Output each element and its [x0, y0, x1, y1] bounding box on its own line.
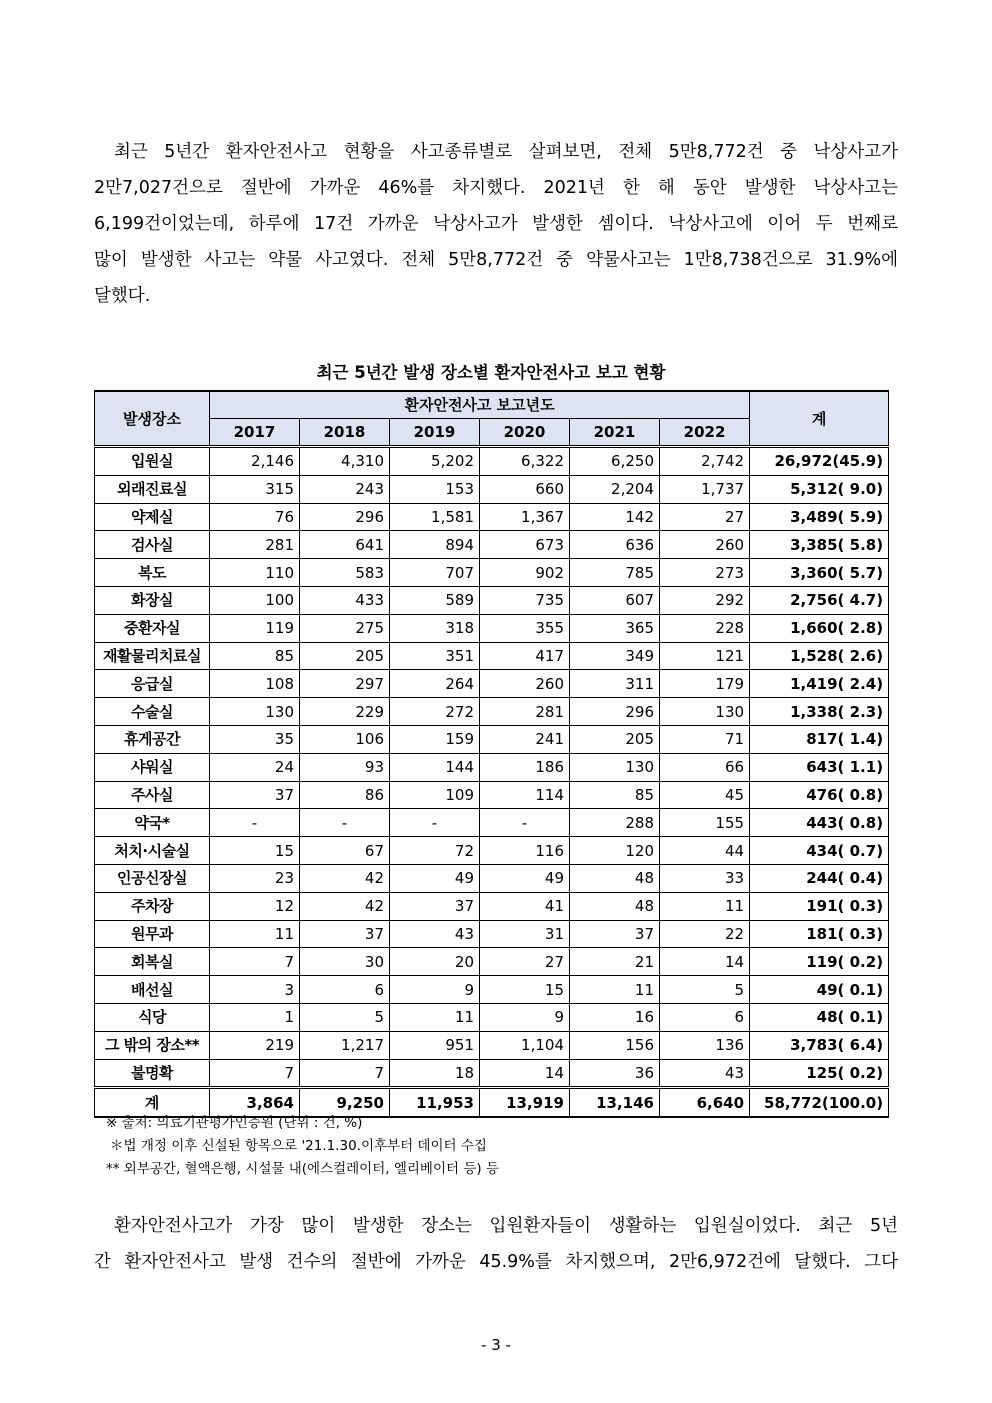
- row-total: 119( 0.2): [750, 948, 889, 976]
- row-value: 85: [570, 781, 660, 809]
- row-total: 49( 0.1): [750, 976, 889, 1004]
- row-value: 281: [480, 698, 570, 726]
- row-place: 응급실: [95, 670, 210, 698]
- table-row: [95, 809, 889, 837]
- row-value: 607: [570, 586, 660, 614]
- table-row: [95, 559, 889, 587]
- paragraph-inpatient-ward: [94, 1208, 898, 1280]
- row-value: 2,146: [210, 447, 300, 476]
- row-value: 21: [570, 948, 660, 976]
- header-place: 발생장소: [95, 391, 210, 447]
- row-value: 894: [390, 531, 480, 559]
- row-total: 443( 0.8): [750, 809, 889, 837]
- row-value: 67: [300, 837, 390, 865]
- row-value: 37: [570, 920, 660, 948]
- row-value: 673: [480, 531, 570, 559]
- row-value: 9: [390, 976, 480, 1004]
- row-value: 260: [660, 531, 750, 559]
- row-place: 샤워실: [95, 753, 210, 781]
- row-value: 48: [570, 864, 660, 892]
- row-total: 3,360( 5.7): [750, 559, 889, 587]
- row-value: -: [480, 809, 570, 837]
- row-value: 45: [660, 781, 750, 809]
- row-value: 6,250: [570, 447, 660, 476]
- row-value: 297: [300, 670, 390, 698]
- row-value: 4,310: [300, 447, 390, 476]
- row-value: 11: [390, 1003, 480, 1031]
- row-value: 281: [210, 531, 300, 559]
- header-report-year-group: 환자안전사고 보고년도: [210, 391, 750, 419]
- row-total: 3,783( 6.4): [750, 1031, 889, 1059]
- row-value: 229: [300, 698, 390, 726]
- row-value: 3: [210, 976, 300, 1004]
- row-value: 86: [300, 781, 390, 809]
- row-value: 22: [660, 920, 750, 948]
- row-value: 11: [660, 892, 750, 920]
- row-value: 7: [300, 1059, 390, 1088]
- header-year: 2022: [660, 419, 750, 447]
- row-value: 7: [210, 948, 300, 976]
- table-row: [95, 475, 889, 503]
- row-value: 37: [300, 920, 390, 948]
- row-value: 153: [390, 475, 480, 503]
- row-value: 1: [210, 1003, 300, 1031]
- row-value: 35: [210, 725, 300, 753]
- row-total: 434( 0.7): [750, 837, 889, 865]
- row-place: 수술실: [95, 698, 210, 726]
- row-value: 11: [570, 976, 660, 1004]
- row-value: 31: [480, 920, 570, 948]
- row-value: 155: [660, 809, 750, 837]
- row-value: 42: [300, 892, 390, 920]
- row-total: 1,660( 2.8): [750, 614, 889, 642]
- row-place: 식당: [95, 1003, 210, 1031]
- row-place: 입원실: [95, 447, 210, 476]
- table-row: [95, 725, 889, 753]
- row-total: 1,419( 2.4): [750, 670, 889, 698]
- row-value: 93: [300, 753, 390, 781]
- table-row: [95, 864, 889, 892]
- table-row: [95, 642, 889, 670]
- row-value: -: [210, 809, 300, 837]
- row-value: 27: [480, 948, 570, 976]
- row-value: 660: [480, 475, 570, 503]
- row-value: 144: [390, 753, 480, 781]
- row-value: 110: [210, 559, 300, 587]
- row-value: 186: [480, 753, 570, 781]
- row-value: 243: [300, 475, 390, 503]
- row-value: 315: [210, 475, 300, 503]
- row-value: 296: [300, 503, 390, 531]
- row-place: 인공신장실: [95, 864, 210, 892]
- row-value: 292: [660, 586, 750, 614]
- row-value: 228: [660, 614, 750, 642]
- row-total: 125( 0.2): [750, 1059, 889, 1088]
- table-title: 최근 5년간 발생 장소별 환자안전사고 보고 현황: [316, 363, 666, 382]
- table-row: [95, 698, 889, 726]
- row-place: 주사실: [95, 781, 210, 809]
- row-value: 311: [570, 670, 660, 698]
- row-total: 181( 0.3): [750, 920, 889, 948]
- row-value: 219: [210, 1031, 300, 1059]
- row-value: 349: [570, 642, 660, 670]
- row-place: 외래진료실: [95, 475, 210, 503]
- row-value: 6: [660, 1003, 750, 1031]
- row-total: 48( 0.1): [750, 1003, 889, 1031]
- row-value: 49: [390, 864, 480, 892]
- row-value: 136: [660, 1031, 750, 1059]
- paragraph-line: 2만7,027건으로 절반에 가까운 46%를 차지했다. 2021년 한 해 동안 발생한 낙상사고는: [94, 178, 898, 198]
- table-header: [95, 391, 889, 447]
- header-year: 2017: [210, 419, 300, 447]
- note-other-places: ** 외부공간, 혈액은행, 시설물 내(에스컬레이터, 엘리베이터 등) 등: [106, 1161, 499, 1177]
- row-value: 120: [570, 837, 660, 865]
- row-place: 원무과: [95, 920, 210, 948]
- row-value: 130: [210, 698, 300, 726]
- total-value: 13,919: [480, 1088, 570, 1117]
- total-value: 11,953: [390, 1088, 480, 1117]
- row-value: 417: [480, 642, 570, 670]
- row-total: 2,756( 4.7): [750, 586, 889, 614]
- row-value: 951: [390, 1031, 480, 1059]
- row-value: 109: [390, 781, 480, 809]
- row-value: 156: [570, 1031, 660, 1059]
- row-value: 14: [480, 1059, 570, 1088]
- row-value: 24: [210, 753, 300, 781]
- row-value: 318: [390, 614, 480, 642]
- row-value: 16: [570, 1003, 660, 1031]
- row-value: 2,742: [660, 447, 750, 476]
- row-value: 179: [660, 670, 750, 698]
- row-place: 불명확: [95, 1059, 210, 1088]
- table-notes: [106, 1112, 499, 1181]
- total-value: 6,640: [660, 1088, 750, 1117]
- row-value: 636: [570, 531, 660, 559]
- row-value: 351: [390, 642, 480, 670]
- row-value: 114: [480, 781, 570, 809]
- row-place: 복도: [95, 559, 210, 587]
- row-value: 6: [300, 976, 390, 1004]
- row-value: 71: [660, 725, 750, 753]
- row-value: 260: [480, 670, 570, 698]
- header-year: 2018: [300, 419, 390, 447]
- row-value: 355: [480, 614, 570, 642]
- table-row: [95, 976, 889, 1004]
- paragraph-line: 최근 5년간 환자안전사고 현황을 사고종류별로 살펴보면, 전체 5만8,772건 중 낙상사고가: [114, 142, 898, 162]
- row-value: 85: [210, 642, 300, 670]
- table-row: [95, 1031, 889, 1059]
- row-value: 66: [660, 753, 750, 781]
- row-value: 108: [210, 670, 300, 698]
- row-total: 3,489( 5.9): [750, 503, 889, 531]
- table-row: [95, 1003, 889, 1031]
- row-value: 121: [660, 642, 750, 670]
- row-value: 583: [300, 559, 390, 587]
- row-value: 272: [390, 698, 480, 726]
- row-value: 100: [210, 586, 300, 614]
- row-value: 9: [480, 1003, 570, 1031]
- row-value: 641: [300, 531, 390, 559]
- incidents-by-location-table: [94, 390, 889, 1118]
- row-value: 41: [480, 892, 570, 920]
- table-row: [95, 1059, 889, 1088]
- row-value: 37: [390, 892, 480, 920]
- row-value: 33: [660, 864, 750, 892]
- row-value: -: [390, 809, 480, 837]
- row-value: 130: [570, 753, 660, 781]
- row-total: 191( 0.3): [750, 892, 889, 920]
- row-total: 476( 0.8): [750, 781, 889, 809]
- row-value: 205: [300, 642, 390, 670]
- page-number: - 3 -: [481, 1336, 511, 1354]
- row-value: 119: [210, 614, 300, 642]
- table-row: [95, 614, 889, 642]
- row-value: 23: [210, 864, 300, 892]
- row-value: 273: [660, 559, 750, 587]
- row-value: 44: [660, 837, 750, 865]
- row-value: 1,217: [300, 1031, 390, 1059]
- table-row: [95, 586, 889, 614]
- header-total: 계: [750, 391, 889, 447]
- header-year: 2019: [390, 419, 480, 447]
- table-row: [95, 670, 889, 698]
- row-place: 주차장: [95, 892, 210, 920]
- row-value: 241: [480, 725, 570, 753]
- row-total: 3,385( 5.8): [750, 531, 889, 559]
- row-value: 296: [570, 698, 660, 726]
- row-value: 15: [210, 837, 300, 865]
- row-value: 48: [570, 892, 660, 920]
- table-row: [95, 837, 889, 865]
- row-value: 785: [570, 559, 660, 587]
- row-value: 433: [300, 586, 390, 614]
- row-value: -: [300, 809, 390, 837]
- row-place: 화장실: [95, 586, 210, 614]
- row-place: 재활물리치료실: [95, 642, 210, 670]
- note-pharmacy: ＊법 개정 이후 신설된 항목으로 '21.1.30.이후부터 데이터 수집: [110, 1138, 487, 1154]
- row-total: 5,312( 9.0): [750, 475, 889, 503]
- row-value: 27: [660, 503, 750, 531]
- row-total: 817( 1.4): [750, 725, 889, 753]
- row-value: 5,202: [390, 447, 480, 476]
- row-value: 1,104: [480, 1031, 570, 1059]
- row-value: 1,737: [660, 475, 750, 503]
- row-place: 휴게공간: [95, 725, 210, 753]
- row-value: 707: [390, 559, 480, 587]
- row-value: 76: [210, 503, 300, 531]
- row-place: 배선실: [95, 976, 210, 1004]
- row-value: 275: [300, 614, 390, 642]
- row-value: 36: [570, 1059, 660, 1088]
- note-source: ※ 출처: 의료기관평가인증원 (단위 : 건, %): [106, 1115, 363, 1131]
- row-value: 15: [480, 976, 570, 1004]
- row-total: 643( 1.1): [750, 753, 889, 781]
- total-value: 9,250: [300, 1088, 390, 1117]
- row-place: 약제실: [95, 503, 210, 531]
- row-total: 1,528( 2.6): [750, 642, 889, 670]
- row-value: 49: [480, 864, 570, 892]
- row-value: 1,367: [480, 503, 570, 531]
- row-value: 30: [300, 948, 390, 976]
- header-year: 2020: [480, 419, 570, 447]
- row-place: 처치·시술실: [95, 837, 210, 865]
- row-value: 264: [390, 670, 480, 698]
- row-place: 중환자실: [95, 614, 210, 642]
- row-total: 1,338( 2.3): [750, 698, 889, 726]
- table-row: [95, 503, 889, 531]
- row-value: 106: [300, 725, 390, 753]
- header-year: 2021: [570, 419, 660, 447]
- row-value: 288: [570, 809, 660, 837]
- row-value: 589: [390, 586, 480, 614]
- row-value: 2,204: [570, 475, 660, 503]
- row-value: 205: [570, 725, 660, 753]
- row-total: 244( 0.4): [750, 864, 889, 892]
- row-value: 1,581: [390, 503, 480, 531]
- row-value: 18: [390, 1059, 480, 1088]
- row-value: 116: [480, 837, 570, 865]
- paragraph-line: 많이 발생한 사고는 약물 사고였다. 전체 5만8,772건 중 약물사고는 1만8,738건으로 31.9%에: [94, 250, 898, 270]
- table-row: [95, 781, 889, 809]
- row-value: 14: [660, 948, 750, 976]
- row-value: 12: [210, 892, 300, 920]
- row-value: 20: [390, 948, 480, 976]
- row-value: 43: [390, 920, 480, 948]
- table-body: [95, 447, 889, 1088]
- table-row: [95, 753, 889, 781]
- total-value: 3,864: [210, 1088, 300, 1117]
- row-value: 142: [570, 503, 660, 531]
- row-place: 약국*: [95, 809, 210, 837]
- grand-total: 58,772(100.0): [750, 1088, 889, 1117]
- row-value: 130: [660, 698, 750, 726]
- row-value: 5: [300, 1003, 390, 1031]
- total-label: 계: [95, 1088, 210, 1117]
- row-value: 735: [480, 586, 570, 614]
- row-value: 42: [300, 864, 390, 892]
- row-value: 72: [390, 837, 480, 865]
- row-value: 43: [660, 1059, 750, 1088]
- table-row: [95, 920, 889, 948]
- paragraph-falls-and-medication: [94, 134, 898, 314]
- table-row: [95, 948, 889, 976]
- row-value: 7: [210, 1059, 300, 1088]
- row-place: 검사실: [95, 531, 210, 559]
- row-value: 159: [390, 725, 480, 753]
- row-total: 26,972(45.9): [750, 447, 889, 476]
- row-value: 5: [660, 976, 750, 1004]
- total-value: 13,146: [570, 1088, 660, 1117]
- row-place: 회복실: [95, 948, 210, 976]
- row-value: 6,322: [480, 447, 570, 476]
- row-place: 그 밖의 장소**: [95, 1031, 210, 1059]
- paragraph-line: 환자안전사고가 가장 많이 발생한 장소는 입원환자들이 생활하는 입원실이었다. 최근 5년: [114, 1216, 898, 1236]
- table-row: [95, 892, 889, 920]
- paragraph-line: 6,199건이었는데, 하루에 17건 가까운 낙상사고가 발생한 셈이다. 낙상사고에 이어 두 번째로: [94, 214, 898, 234]
- row-value: 37: [210, 781, 300, 809]
- row-value: 365: [570, 614, 660, 642]
- row-value: 11: [210, 920, 300, 948]
- paragraph-line: 달했다.: [94, 286, 151, 306]
- table-row: [95, 447, 889, 476]
- paragraph-line: 간 환자안전사고 발생 건수의 절반에 가까운 45.9%를 차지했으며, 2만6,972건에 달했다. 그다: [94, 1252, 898, 1272]
- table-row: [95, 531, 889, 559]
- row-value: 902: [480, 559, 570, 587]
